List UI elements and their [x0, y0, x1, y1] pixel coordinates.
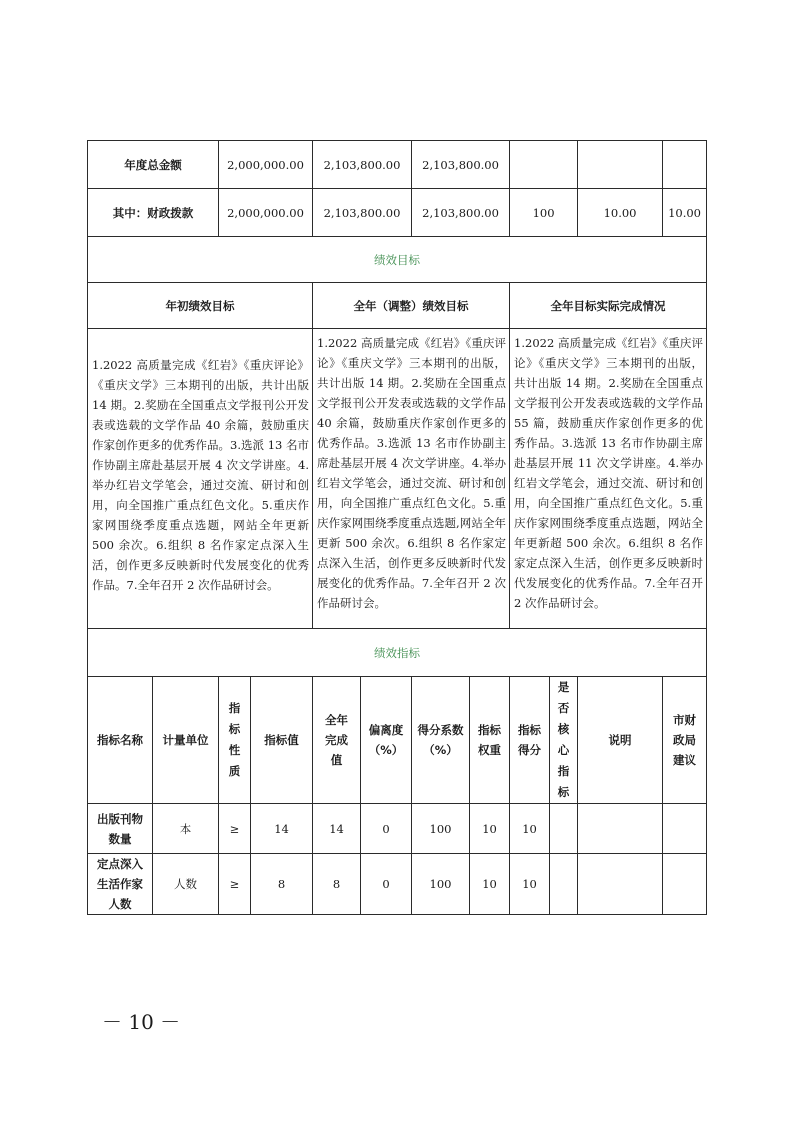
header-score: 指标得分 — [510, 677, 550, 804]
table-row — [88, 804, 707, 854]
budget-cell: 2,103,800.00 — [412, 189, 510, 237]
header-deviation: 偏离度（%） — [361, 677, 412, 804]
header-nature: 指标性质 — [219, 677, 251, 804]
budget-cell — [578, 141, 663, 189]
indicator-note — [578, 854, 663, 915]
indicator-unit: 人数 — [153, 854, 219, 915]
indicator-name: 出版刊物数量 — [88, 804, 153, 854]
indicator-advice — [663, 854, 707, 915]
performance-table — [87, 140, 707, 915]
goals-text-adjusted: 1.2022 高质量完成《红岩》《重庆评论》《重庆文学》三本期刊的出版，共计出版 14 期。2.奖励在全国重点文学报刊公开发表或选载的文学作品 40 余篇，鼓励重庆作家创作更多的优秀作品。3.选派 13 名市作协副主席赴基层开展 4 次文学讲座。4.举办红岩文学笔会，通过交流、研讨和创用，向全国推广重点红色文化。5.重庆作家网围绕季度重点选题,网站全年更新 500 余次。6.组织 8 名作家定点深入生活，创作更多反映新时代发展变化的优秀作品。7.全年召开 2 次作品研讨会。 — [313, 329, 510, 629]
indicator-value: 14 — [251, 804, 313, 854]
indicator-deviation: 0 — [361, 804, 412, 854]
indicator-nature: ≥ — [219, 854, 251, 915]
budget-cell — [510, 141, 578, 189]
header-coefficient: 得分系数（%） — [412, 677, 470, 804]
budget-label: 其中：财政拨款 — [88, 189, 219, 237]
header-advice: 市财政局建议 — [663, 677, 707, 804]
indicator-weight: 10 — [470, 804, 510, 854]
budget-row-fiscal — [88, 189, 707, 237]
goals-header-initial: 年初绩效目标 — [88, 283, 313, 329]
goals-text-initial: 1.2022 高质量完成《红岩》《重庆评论》《重庆文学》三本期刊的出版，共计出版14 期。2.奖励在全国重点文学报刊公开发表或选载的文学作品 40 余篇，鼓励重庆作家创作更多的优秀作品。3.选派 13 名市作协副主席赴基层开展 4 次文学讲座。4.举办红岩文学笔会，通过交流、研讨和创用，向全国推广重点红色文化。5.重庆作家网围绕季度重点选题，网站全年更新500 余次。6.组织 8 名作家定点深入生活，创作更多反映新时代发展变化的优秀作品。7.全年召开 2 次作品研讨会。 — [88, 329, 313, 629]
indicator-unit: 本 — [153, 804, 219, 854]
indicator-score: 10 — [510, 854, 550, 915]
budget-cell — [663, 141, 707, 189]
budget-cell: 2,103,800.00 — [313, 141, 412, 189]
indicator-done: 8 — [313, 854, 361, 915]
header-core: 是否核心指标 — [550, 677, 578, 804]
page-number: － 10 － — [102, 1010, 181, 1034]
goals-text-actual: 1.2022 高质量完成《红岩》《重庆评论》《重庆文学》三本期刊的出版，共计出版 14 期。2.奖励在全国重点文学报刊公开发表或选载的文学作品 55 篇，鼓励重庆作家创作更多的优秀作品。3.选派 13 名市作协副主席赴基层开展 11 次文学讲座。4.举办红岩文学笔会，通过交流、研讨和创用，向全国推广重点红色文化。5.重庆作家网围绕季度重点选题，网站全年更新超 500 余次。6.组织 8 名作家定点深入生活，创作更多反映新时代发展变化的优秀作品。7.全年召开 2 次作品研讨会。 — [510, 329, 707, 629]
header-unit: 计量单位 — [153, 677, 219, 804]
indicator-note — [578, 804, 663, 854]
goals-header-actual: 全年目标实际完成情况 — [510, 283, 707, 329]
budget-cell: 2,000,000.00 — [219, 141, 313, 189]
header-weight: 指标权重 — [470, 677, 510, 804]
indicator-deviation: 0 — [361, 854, 412, 915]
indicators-header-row — [88, 677, 707, 804]
budget-cell: 10.00 — [578, 189, 663, 237]
indicator-advice — [663, 804, 707, 854]
indicator-score: 10 — [510, 804, 550, 854]
budget-cell: 100 — [510, 189, 578, 237]
budget-cell: 2,103,800.00 — [412, 141, 510, 189]
indicator-coefficient: 100 — [412, 854, 470, 915]
indicators-section-title: 绩效指标 — [88, 629, 707, 677]
table-row — [88, 854, 707, 915]
header-indicator-name: 指标名称 — [88, 677, 153, 804]
indicator-value: 8 — [251, 854, 313, 915]
indicator-core — [550, 804, 578, 854]
indicator-nature: ≥ — [219, 804, 251, 854]
budget-row-total — [88, 141, 707, 189]
indicator-core — [550, 854, 578, 915]
indicator-name: 定点深入生活作家人数 — [88, 854, 153, 915]
goals-section-title: 绩效目标 — [88, 237, 707, 283]
indicator-done: 14 — [313, 804, 361, 854]
header-note: 说明 — [578, 677, 663, 804]
header-annual-done: 全年完成值 — [313, 677, 361, 804]
budget-cell: 2,000,000.00 — [219, 189, 313, 237]
budget-cell: 2,103,800.00 — [313, 189, 412, 237]
budget-cell: 10.00 — [663, 189, 707, 237]
indicator-weight: 10 — [470, 854, 510, 915]
goals-header-adjusted: 全年（调整）绩效目标 — [313, 283, 510, 329]
header-value: 指标值 — [251, 677, 313, 804]
budget-label: 年度总金额 — [88, 141, 219, 189]
indicator-coefficient: 100 — [412, 804, 470, 854]
